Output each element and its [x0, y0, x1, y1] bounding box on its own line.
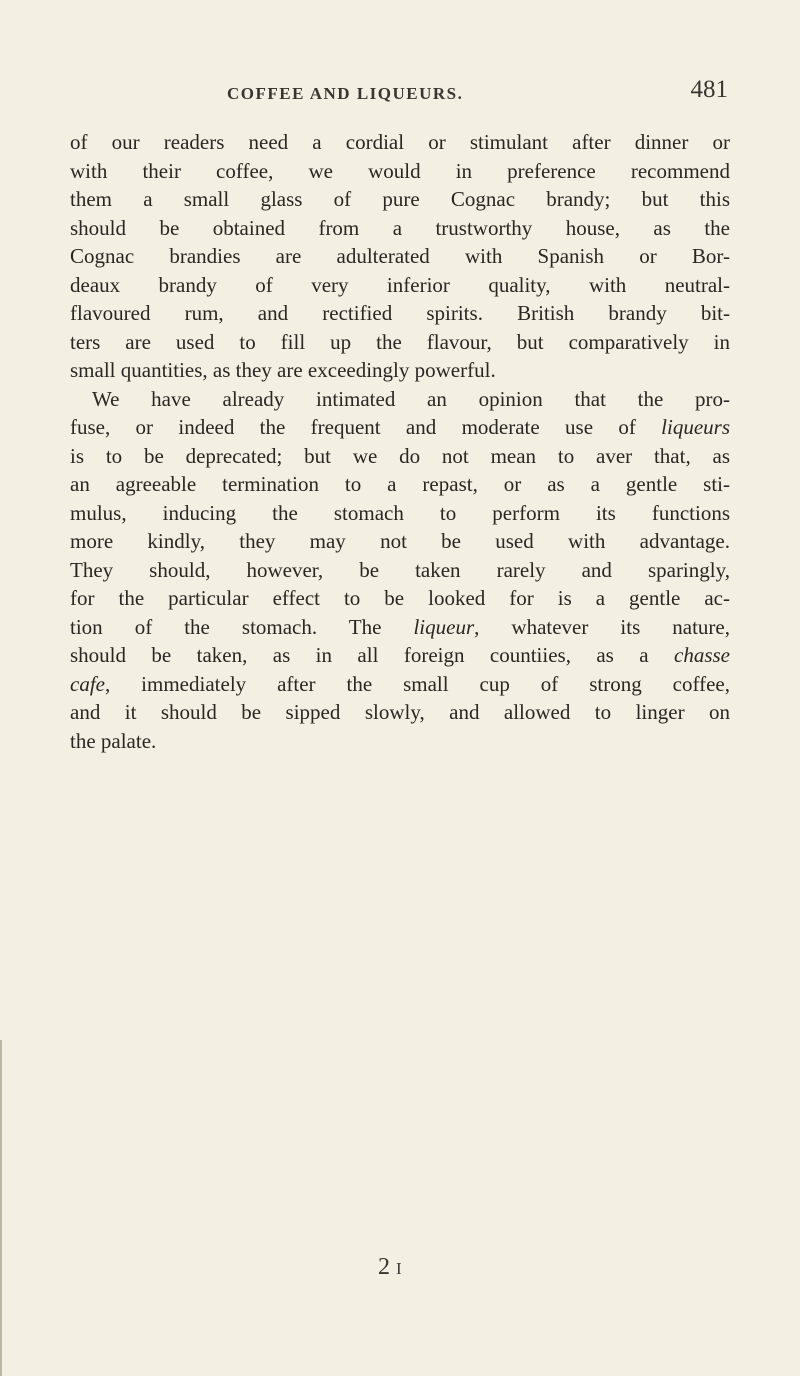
page-number: 481 [690, 76, 728, 103]
signature-number: 2 [378, 1254, 396, 1280]
text-line: of our readers need a cordial or stimulant after dinner or [70, 130, 730, 154]
page-edge-divider [0, 1040, 2, 1376]
text-run: , immediately after the small cup of strong coffee, [104, 671, 730, 696]
italic-term: liqueur [413, 614, 475, 639]
body-text [70, 128, 730, 755]
signature-letter: I [396, 1259, 408, 1278]
running-title: COFFEE AND LIQUEURS. [227, 84, 464, 103]
text-line: with their coffee, we would in preference recommend [70, 158, 730, 183]
text-line: is to be deprecated; but we do not mean to aver that, as [70, 443, 730, 468]
text-line [70, 613, 730, 642]
italic-term: chasse [674, 643, 730, 667]
running-head [72, 76, 728, 108]
italic-term: liqueurs [661, 415, 730, 439]
text-line: should be obtained from a trustworthy house, as the [70, 215, 730, 240]
text-line [70, 413, 730, 442]
text-line [70, 670, 730, 699]
italic-term: cafe [70, 671, 105, 696]
text-line: and it should be sipped slowly, and allowed to linger on [70, 700, 730, 724]
text-line: We have already intimated an opinion that the pro- [92, 386, 730, 411]
text-line: small quantities, as they are exceedingly powerful. [70, 358, 496, 382]
text-line: more kindly, they may not be used with advantage. [70, 529, 730, 553]
text-run: tion of the stomach. The [70, 614, 414, 639]
text-run: should be taken, as in all foreign countiies, as a [70, 643, 674, 667]
text-line: Cognac brandies are adulterated with Spanish or Bor- [70, 244, 730, 268]
text-line: for the particular effect to be looked for is a gentle ac- [70, 586, 730, 610]
text-line: ters are used to fill up the flavour, but comparatively in [70, 329, 730, 354]
text-line: mulus, inducing the stomach to perform its functions [70, 500, 730, 525]
text-line: an agreeable termination to a repast, or as a gentle sti- [70, 472, 730, 496]
text-line: them a small glass of pure Cognac brandy; but this [70, 187, 730, 211]
text-run: , whatever its nature, [474, 614, 730, 639]
text-line: flavoured rum, and rectified spirits. British brandy bit- [70, 301, 730, 325]
text-run: fuse, or indeed the frequent and moderate use of [70, 415, 662, 439]
text-line [70, 641, 730, 670]
signature-mark [378, 1254, 408, 1281]
text-line: They should, however, be taken rarely and sparingly, [70, 557, 730, 582]
text-line: deaux brandy of very inferior quality, with neutral- [70, 272, 730, 297]
text-line: the palate. [70, 728, 157, 753]
